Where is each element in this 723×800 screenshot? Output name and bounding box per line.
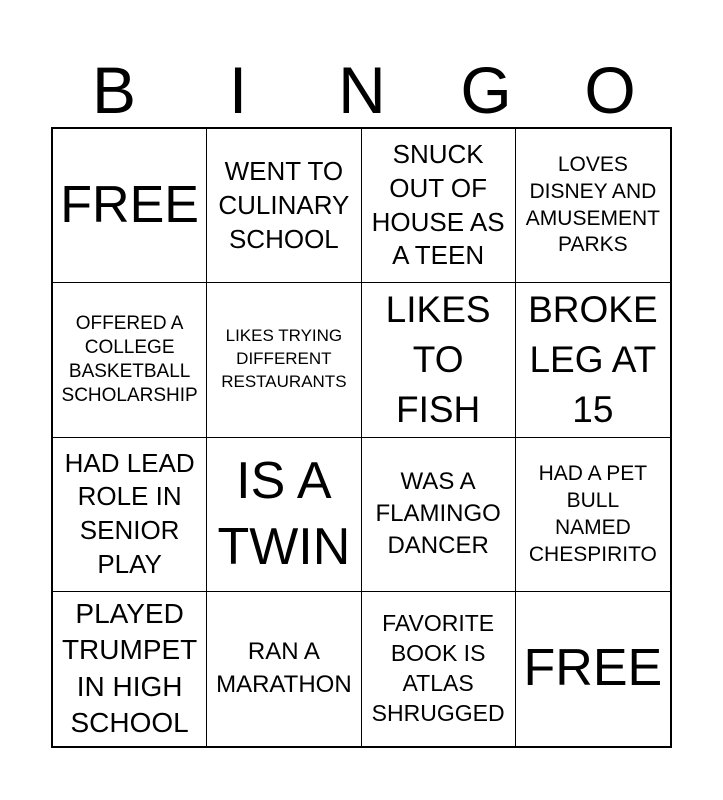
cell-text: FREE xyxy=(60,175,199,234)
header-letter-i: I xyxy=(228,53,248,127)
bingo-cell[interactable] xyxy=(53,592,207,746)
cell-text: SNUCK OUT OF HOUSE AS A TEEN xyxy=(371,139,505,271)
cell-text: FREE xyxy=(523,638,663,697)
bingo-cell[interactable] xyxy=(362,592,516,746)
bingo-board xyxy=(51,127,672,748)
cell-text: WAS A FLAMINGO DANCER xyxy=(375,467,501,560)
cell-text: IS A TWIN xyxy=(217,451,351,577)
cell-text: LIKES TRYING DIFFERENT RESTAURANTS xyxy=(221,326,347,392)
header-letter-o: O xyxy=(584,53,636,127)
bingo-cell[interactable] xyxy=(53,283,207,437)
cell-text: PLAYED TRUMPET IN HIGH SCHOOL xyxy=(61,598,198,739)
cell-text: RAN A MARATHON xyxy=(216,638,352,698)
bingo-cell[interactable] xyxy=(362,283,516,437)
cell-text: LIKES TO FISH xyxy=(385,288,491,430)
header-letter-g: G xyxy=(460,53,512,127)
bingo-cell[interactable] xyxy=(53,129,207,283)
bingo-cell[interactable] xyxy=(207,592,361,746)
cell-text: WENT TO CULINARY SCHOOL xyxy=(218,155,350,254)
bingo-cell[interactable] xyxy=(516,129,670,283)
cell-text: OFFERED A COLLEGE BASKETBALL SCHOLARSHIP xyxy=(61,312,198,406)
bingo-cell[interactable] xyxy=(207,438,361,592)
bingo-cell[interactable] xyxy=(53,438,207,592)
bingo-cell[interactable] xyxy=(516,438,670,592)
bingo-cell[interactable] xyxy=(362,438,516,592)
cell-text: BROKE LEG AT 15 xyxy=(528,288,658,430)
cell-text: HAD LEAD ROLE IN SENIOR PLAY xyxy=(64,447,195,579)
header-letter-b: B xyxy=(91,53,137,127)
bingo-header xyxy=(52,52,672,128)
cell-text: HAD A PET BULL NAMED CHESPIRITO xyxy=(528,461,657,567)
bingo-cell[interactable] xyxy=(207,283,361,437)
bingo-cell[interactable] xyxy=(207,129,361,283)
bingo-cell[interactable] xyxy=(516,592,670,746)
bingo-cell[interactable] xyxy=(362,129,516,283)
cell-text: FAVORITE BOOK IS ATLAS SHRUGGED xyxy=(371,610,505,726)
bingo-cell[interactable] xyxy=(516,283,670,437)
cell-text: LOVES DISNEY AND AMUSEMENT PARKS xyxy=(525,153,660,257)
header-letter-n: N xyxy=(338,53,386,127)
